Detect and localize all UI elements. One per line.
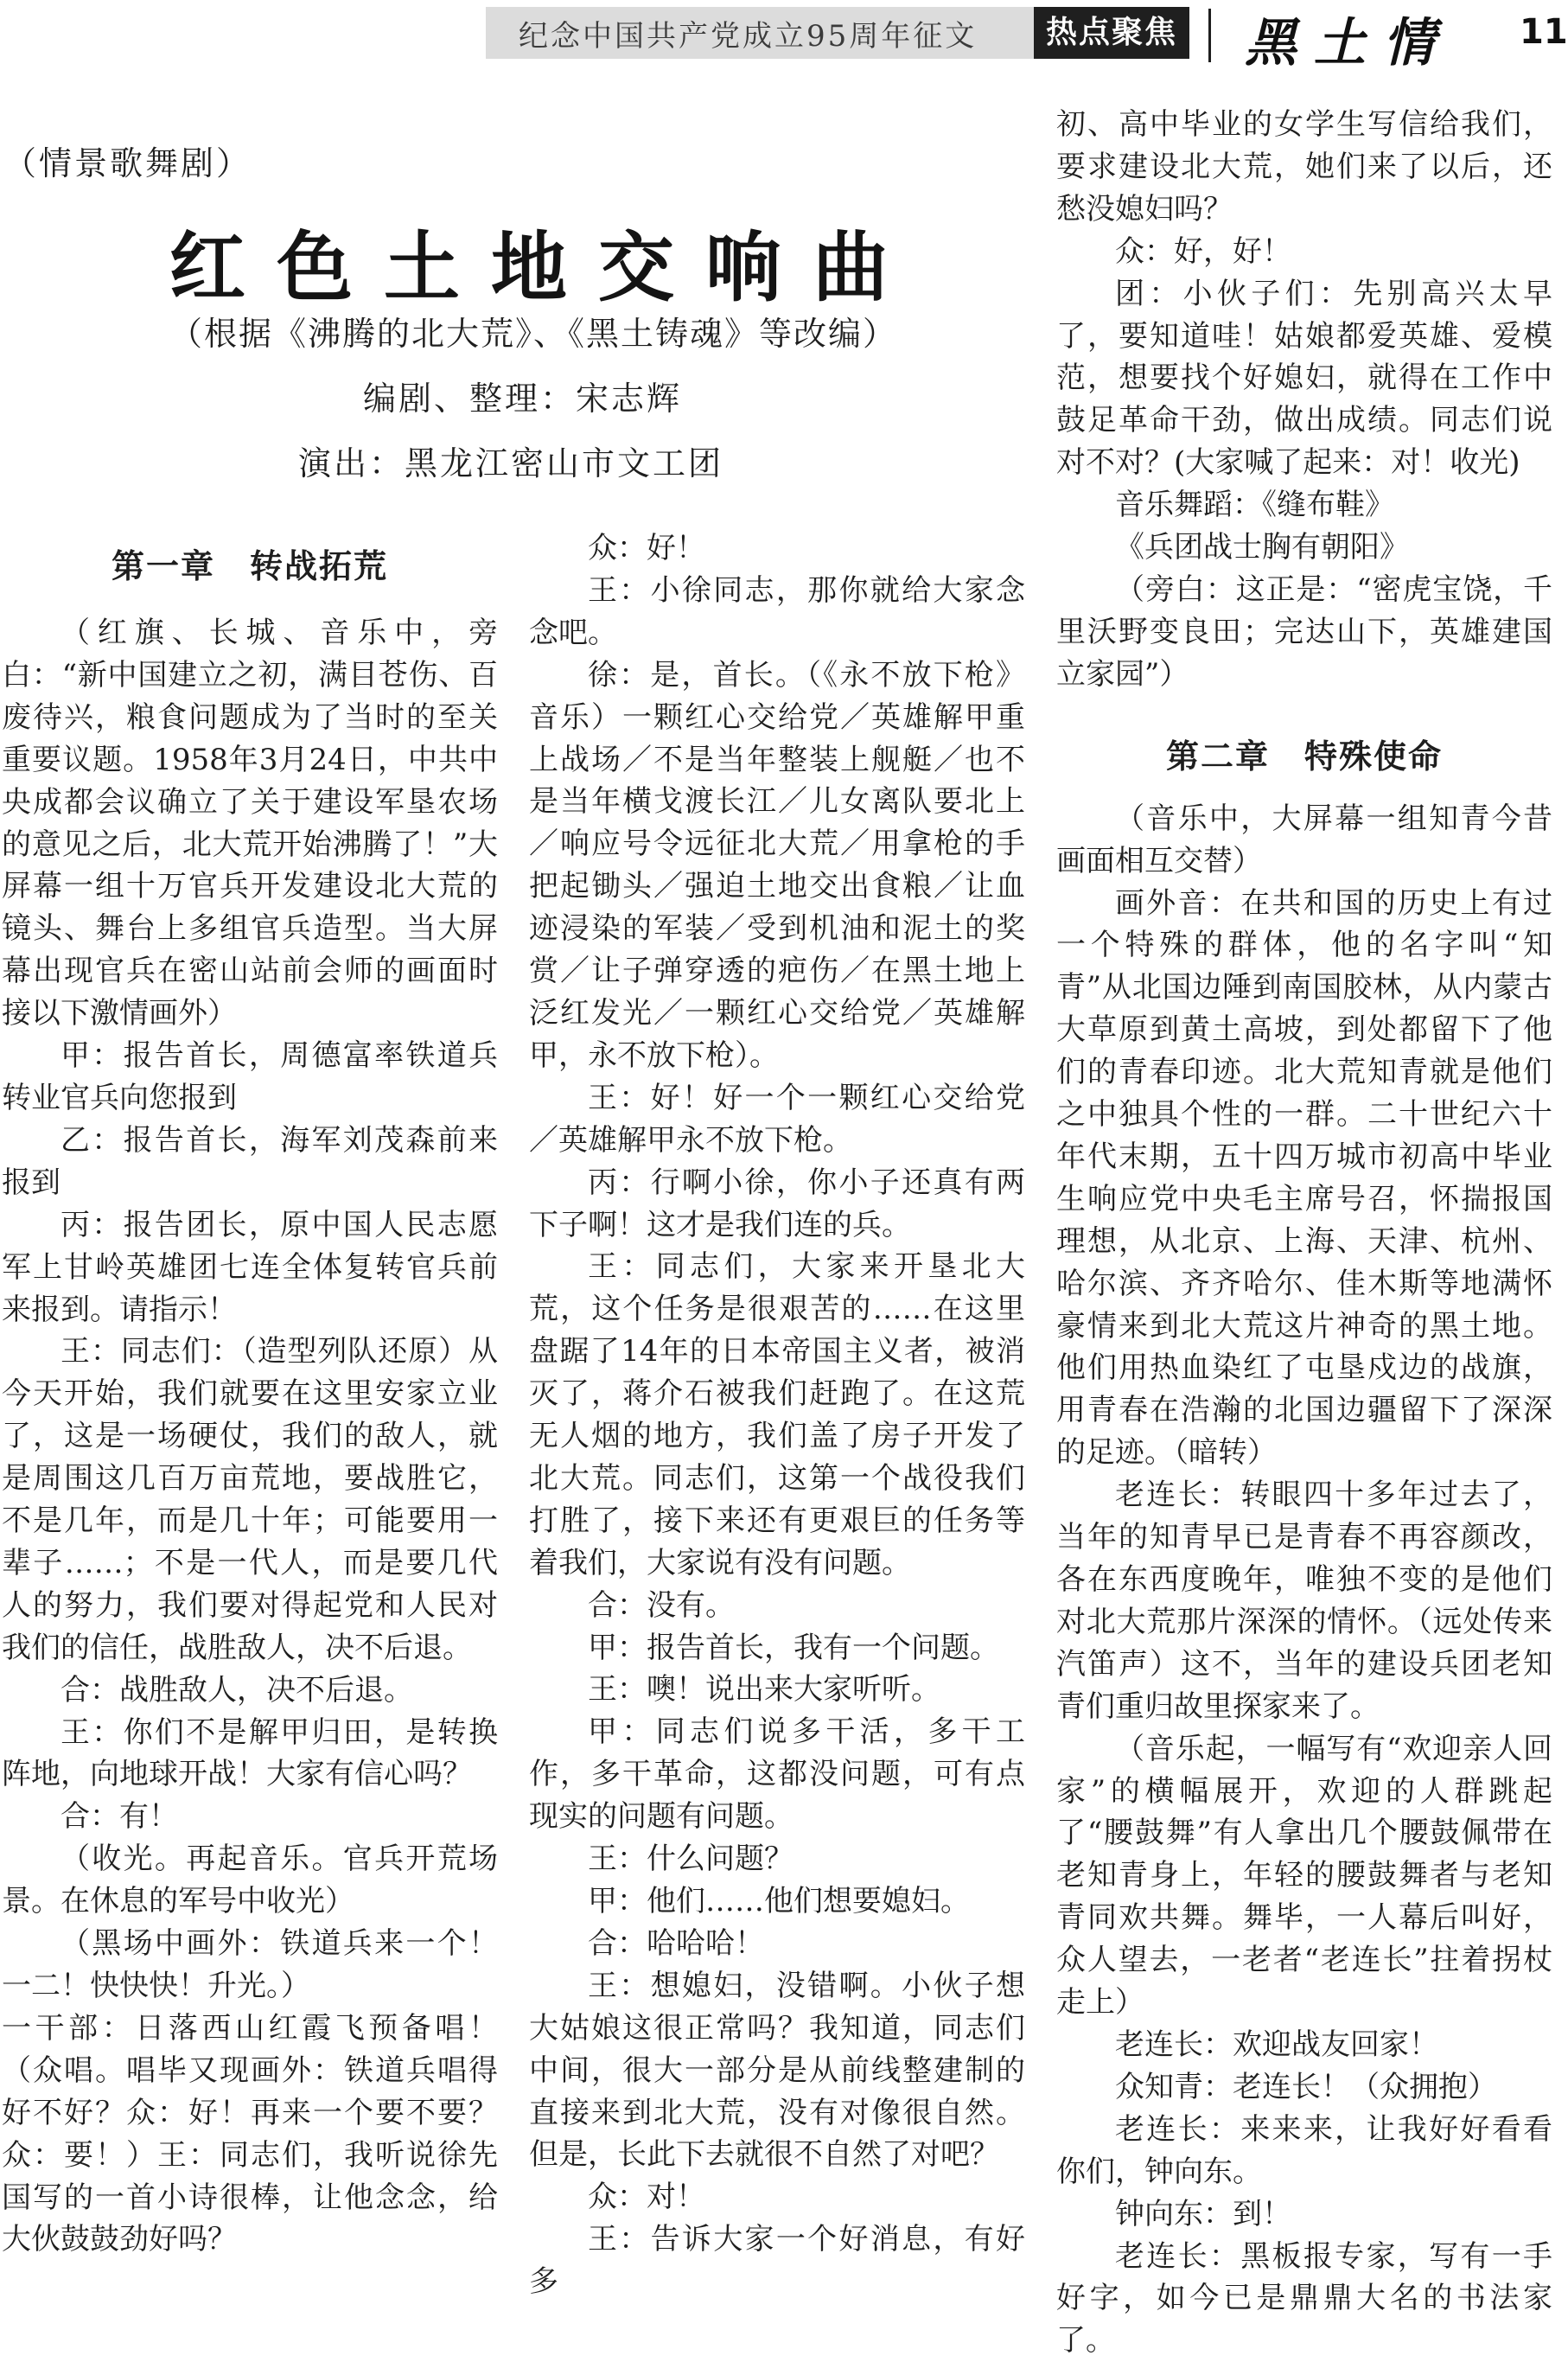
paragraph: 甲：报告首长，周德富率铁道兵转业官兵向您报到 (2, 1035, 498, 1120)
paragraph: 老连长：欢迎战友回家！ (1056, 2024, 1552, 2066)
paragraph: （音乐中，大屏幕一组知青今昔画面相互交替） (1056, 798, 1552, 883)
paragraph: 丙：报告团长，原中国人民志愿军上甘岭英雄团七连全体复转官兵前来报到。请指示！ (2, 1204, 498, 1331)
magazine-logo: 黑土情 (1245, 2, 1452, 76)
article-genre: （情景歌舞剧） (3, 137, 252, 184)
paragraph: 一干部：日落西山红霞飞预备唱！（众唱。唱毕又现画外：铁道兵唱得好不好？众：好！再来一个要不要？众：要！）王：同志们，我听说徐先国写的一首小诗很棒，让他念念，给大伙鼓鼓劲好吗？ (2, 2008, 498, 2261)
paragraph: 《兵团战士胸有朝阳》 (1056, 527, 1552, 569)
paragraph: 王：同志们，大家来开垦北大荒，这个任务是很艰苦的……在这里盘踞了14年的日本帝国主义者，被消灭了，蒋介石被我们赶跑了。在这荒无人烟的地方，我们盖了房子开发了北大荒。同志们，这第一个战役我们打胜了，接下来还有更艰巨的任务等着我们，大家说有没有问题。 (529, 1246, 1025, 1584)
text-column-2 (529, 527, 1025, 2303)
paragraph: （黑场中画外：铁道兵来一个！一二！快快快！升光。） (2, 1923, 498, 2008)
header-divider (1208, 9, 1211, 62)
paragraph: 王：告诉大家一个好消息，有好多 (529, 2218, 1025, 2303)
paragraph: 众知青：老连长！（众拥抱） (1056, 2066, 1552, 2109)
paragraph: 合：有！ (2, 1796, 498, 1838)
paragraph: 丙：行啊小徐，你小子还真有两下子啊！这才是我们连的兵。 (529, 1162, 1025, 1247)
paragraph: 音乐舞蹈：《缝布鞋》 (1056, 484, 1552, 527)
page-number: 11 (1520, 12, 1568, 52)
text-column-1 (2, 536, 498, 2261)
paragraph: （旁白：这正是：“密虎宝饶，千里沃野变良田；完达山下，英雄建国立家园”） (1056, 569, 1552, 696)
paragraph: 王：想媳妇，没错啊。小伙子想大姑娘这很正常吗？我知道，同志们中间，很大一部分是从前线整建制的直接来到北大荒，没有对像很自然。但是，长此下去就很不自然了对吧？ (529, 1965, 1025, 2177)
article-title: 红色土地交响曲 (169, 207, 920, 316)
paragraph: 众：好，好！ (1056, 231, 1552, 273)
paragraph: 徐：是，首长。（《永不放下枪》音乐）一颗红心交给党／英雄解甲重上战场／不是当年整装上舰艇／也不是当年横戈渡长江／儿女离队要北上／响应号令远征北大荒／用拿枪的手把起锄头／强迫土地交出食粮／让血迹浸染的军装／受到机油和泥土的奖赏／让子弹穿透的疤伤／在黑土地上泛红发光／一颗红心交给党／英雄解甲，永不放下枪）。 (529, 654, 1025, 1077)
article-author: 编剧、整理：宋志辉 (363, 372, 682, 419)
paragraph: 合：没有。 (529, 1585, 1025, 1627)
paragraph: 王：好！好一个一颗红心交给党／英雄解甲永不放下枪。 (529, 1077, 1025, 1162)
chapter-heading: 第一章 转战拓荒 (2, 536, 498, 600)
paragraph: 老连长：黑板报专家，写有一手好字，如今已是鼎鼎大名的书法家了。 (1056, 2236, 1552, 2362)
paragraph: 王：噢！说出来大家听听。 (529, 1669, 1025, 1711)
paragraph: 众：对！ (529, 2176, 1025, 2218)
paragraph: 画外音：在共和国的历史上有过一个特殊的群体，他的名字叫“知青”从北国边陲到南国胶林，从内蒙古大草原到黄土高坡，到处都留下了他们的青春印迹。北大荒知青就是他们之中独具个性的一群。二十世纪六十年代末期，五十四万城市初高中毕业生响应党中央毛主席号召，怀揣报国理想，从北京、上海、天津、杭州、哈尔滨、齐齐哈尔、佳木斯等地满怀豪情来到北大荒这片神奇的黑土地。他们用热血染红了屯垦戍边的战旗，用青春在浩瀚的北国边疆留下了深深的足迹。（暗转） (1056, 883, 1552, 1475)
section-badge: 热点聚焦 (1034, 7, 1189, 59)
paragraph: （收光。再起音乐。官兵开荒场景。在休息的军号中收光） (2, 1838, 498, 1923)
paragraph: 王：什么问题？ (529, 1838, 1025, 1880)
article-subtitle: （根据《沸腾的北大荒》、《黑土铸魂》等改编） (169, 307, 897, 354)
chapter-heading: 第二章 特殊使命 (1056, 713, 1552, 791)
paragraph: 王：同志们：（造型列队还原）从今天开始，我们就要在这里安家立业了，这是一场硬仗，我们的敌人，就是周围这几百万亩荒地，要战胜它，不是几年，而是几十年；可能要用一辈子……；不是一代人，而是要几代人的努力，我们要对得起党和人民对我们的信任，战胜敌人，决不后退。 (2, 1331, 498, 1669)
paragraph: 乙：报告首长，海军刘茂森前来报到 (2, 1120, 498, 1204)
paragraph: 老连长：转眼四十多年过去了，当年的知青早已是青春不再容颜改，各在东西度晚年，唯独不变的是他们对北大荒那片深深的情怀。（远处传来汽笛声）这不，当年的建设兵团老知青们重归故里探家来了。 (1056, 1474, 1552, 1727)
paragraph: 初、高中毕业的女学生写信给我们，要求建设北大荒，她们来了以后，还愁没媳妇吗？ (1056, 104, 1552, 231)
text-column-3 (1056, 104, 1552, 2362)
paragraph: 甲：报告首长，我有一个问题。 (529, 1627, 1025, 1669)
paragraph: 王：小徐同志，那你就给大家念念吧。 (529, 570, 1025, 654)
paragraph: 老连长：来来来，让我好好看看你们，钟向东。 (1056, 2109, 1552, 2193)
article-performer: 演出：黑龙江密山市文工团 (298, 437, 723, 484)
paragraph: 合：战胜敌人，决不后退。 (2, 1669, 498, 1712)
paragraph: 钟向东：到！ (1056, 2193, 1552, 2236)
paragraph: 王：你们不是解甲归田，是转换阵地，向地球开战！大家有信心吗？ (2, 1712, 498, 1797)
paragraph: 合：哈哈哈！ (529, 1923, 1025, 1965)
paragraph: 团：小伙子们：先别高兴太早了，要知道哇！姑娘都爱英雄、爱模范，想要找个好媳妇，就得在工作中鼓足革命干劲，做出成绩。同志们说对不对？(大家喊了起来：对！收光) (1056, 273, 1552, 485)
paragraph: （音乐起，一幅写有“欢迎亲人回家”的横幅展开，欢迎的人群跳起了“腰鼓舞”有人拿出几个腰鼓佩带在老知青身上，年轻的腰鼓舞者与老知青同欢共舞。舞毕，一人幕后叫好，众人望去，一老者“老连长”拄着拐杖走上） (1056, 1728, 1552, 2024)
paragraph: 众：好！ (529, 527, 1025, 570)
paragraph: （红旗、长城、音乐中，旁白：“新中国建立之初，满目苍伤、百废待兴，粮食问题成为了当时的至关重要议题。1958年3月24日，中共中央成都会议确立了关于建设军垦农场的意见之后，北大荒开始沸腾了！”大屏幕一组十万官兵开发建设北大荒的镜头、舞台上多组官兵造型。当大屏幕出现官兵在密山站前会师的画面时接以下激情画外） (2, 612, 498, 1035)
paragraph: 甲：同志们说多干活，多干工作，多干革命，这都没问题，可有点现实的问题有问题。 (529, 1711, 1025, 1838)
paragraph: 甲：他们……他们想要媳妇。 (529, 1880, 1025, 1923)
header-slogan: 纪念中国共产党成立95周年征文 (519, 12, 977, 54)
